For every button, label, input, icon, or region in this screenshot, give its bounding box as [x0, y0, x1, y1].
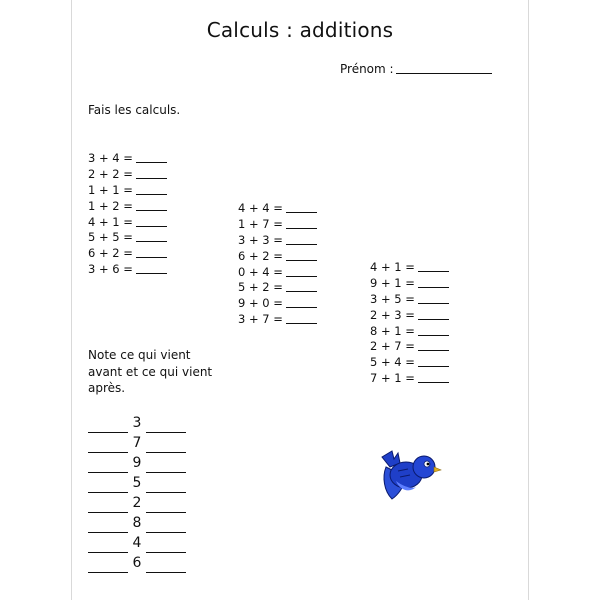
after-blank[interactable]	[146, 537, 186, 553]
calc-expression: 5 + 2 =	[238, 280, 283, 295]
answer-blank[interactable]	[286, 201, 317, 213]
calc-expression: 4 + 1 =	[88, 214, 133, 229]
answer-blank[interactable]	[286, 312, 317, 324]
sequence-row	[88, 433, 186, 453]
answer-blank[interactable]	[418, 276, 449, 288]
calc-expression: 1 + 7 =	[238, 216, 283, 231]
calc-expression: 7 + 1 =	[370, 371, 415, 386]
sequence-number: 8	[132, 515, 142, 531]
calc-row	[238, 265, 317, 281]
answer-blank[interactable]	[418, 260, 449, 272]
before-blank[interactable]	[88, 457, 128, 473]
calc-expression: 3 + 6 =	[88, 262, 133, 277]
answer-blank[interactable]	[136, 167, 167, 179]
calc-column-1	[88, 151, 167, 278]
after-blank[interactable]	[146, 517, 186, 533]
calc-row	[88, 199, 167, 215]
calc-row	[88, 246, 167, 262]
sequence-row	[88, 493, 186, 513]
before-blank[interactable]	[88, 497, 128, 513]
calc-row	[238, 217, 317, 233]
sequence-number: 3	[132, 415, 142, 431]
answer-blank[interactable]	[286, 265, 317, 277]
before-blank[interactable]	[88, 437, 128, 453]
sequence-row	[88, 453, 186, 473]
calc-row	[370, 339, 449, 355]
answer-blank[interactable]	[418, 355, 449, 367]
answer-blank[interactable]	[418, 324, 449, 336]
instruction-text: Fais les calculs.	[88, 103, 181, 117]
calc-row	[238, 201, 317, 217]
calc-expression: 9 + 1 =	[370, 275, 415, 290]
page-title: Calculs : additions	[206, 18, 394, 42]
sequence-number: 7	[132, 435, 142, 451]
sequence-row	[88, 513, 186, 533]
calc-row	[370, 276, 449, 292]
calc-row	[370, 260, 449, 276]
worksheet-page	[71, 0, 529, 600]
calc-expression: 3 + 3 =	[238, 232, 283, 247]
sequence-number: 6	[132, 555, 142, 571]
calc-column-3	[370, 260, 449, 387]
calc-expression: 4 + 1 =	[370, 260, 415, 274]
after-blank[interactable]	[146, 557, 186, 573]
calc-row	[238, 296, 317, 312]
calc-row	[238, 233, 317, 249]
calc-row	[238, 280, 317, 296]
calc-row	[88, 230, 167, 246]
before-blank[interactable]	[88, 537, 128, 553]
calc-row	[88, 167, 167, 183]
after-blank[interactable]	[146, 437, 186, 453]
sequence-number: 2	[132, 495, 142, 511]
bird-head	[413, 456, 435, 478]
answer-blank[interactable]	[418, 371, 449, 383]
answer-blank[interactable]	[286, 217, 317, 229]
bird-pupil	[427, 463, 430, 466]
answer-blank[interactable]	[136, 262, 167, 274]
calc-expression: 3 + 4 =	[88, 151, 133, 165]
name-label: Prénom :	[340, 62, 394, 76]
answer-blank[interactable]	[286, 280, 317, 292]
calc-expression: 2 + 7 =	[370, 339, 415, 354]
before-blank[interactable]	[88, 557, 128, 573]
calc-row	[88, 183, 167, 199]
calc-expression: 1 + 2 =	[88, 198, 133, 213]
calc-row	[88, 215, 167, 231]
answer-blank[interactable]	[136, 199, 167, 211]
sequence-row	[88, 413, 186, 433]
calc-expression: 3 + 5 =	[370, 291, 415, 306]
calc-expression: 3 + 7 =	[238, 312, 283, 327]
calc-row	[238, 312, 317, 328]
sequence-number: 5	[132, 475, 142, 491]
bird-beak	[434, 467, 441, 472]
answer-blank[interactable]	[136, 183, 167, 195]
calc-expression: 1 + 1 =	[88, 182, 133, 197]
bird-icon	[378, 447, 444, 503]
answer-blank[interactable]	[136, 215, 167, 227]
answer-blank[interactable]	[136, 246, 167, 258]
answer-blank[interactable]	[136, 230, 167, 242]
calc-expression: 8 + 1 =	[370, 323, 415, 338]
calc-expression: 2 + 3 =	[370, 307, 415, 322]
answer-blank[interactable]	[286, 249, 317, 261]
sequence-row	[88, 473, 186, 493]
calc-row	[238, 249, 317, 265]
calc-expression: 6 + 2 =	[238, 248, 283, 263]
answer-blank[interactable]	[286, 233, 317, 245]
before-blank[interactable]	[88, 417, 128, 433]
calc-row	[370, 292, 449, 308]
calc-expression: 0 + 4 =	[238, 264, 283, 279]
after-blank[interactable]	[146, 457, 186, 473]
calc-expression: 2 + 2 =	[88, 166, 133, 181]
calc-expression: 4 + 4 =	[238, 201, 283, 215]
calc-expression: 5 + 4 =	[370, 355, 415, 370]
answer-blank[interactable]	[418, 292, 449, 304]
after-blank[interactable]	[146, 417, 186, 433]
calc-row	[88, 262, 167, 278]
calc-row	[370, 371, 449, 387]
calc-expression: 9 + 0 =	[238, 296, 283, 311]
before-blank[interactable]	[88, 477, 128, 493]
calc-expression: 6 + 2 =	[88, 246, 133, 261]
answer-blank[interactable]	[136, 151, 167, 163]
calc-row	[370, 308, 449, 324]
name-blank[interactable]	[396, 61, 492, 74]
before-blank[interactable]	[88, 517, 128, 533]
answer-blank[interactable]	[418, 308, 449, 320]
sequence-row	[88, 553, 186, 573]
sequence-number: 4	[132, 535, 142, 551]
calc-row	[88, 151, 167, 167]
calc-row	[370, 355, 449, 371]
after-blank[interactable]	[146, 477, 186, 493]
name-field	[340, 61, 492, 76]
answer-blank[interactable]	[286, 296, 317, 308]
sequence-row	[88, 533, 186, 553]
sequence-number: 9	[132, 455, 142, 471]
calc-row	[370, 324, 449, 340]
calc-column-2	[238, 201, 317, 328]
calc-expression: 5 + 5 =	[88, 230, 133, 245]
answer-blank[interactable]	[418, 339, 449, 351]
number-sequence-list	[88, 413, 186, 573]
sequence-instruction: Note ce qui vient avant et ce qui vient après.	[88, 348, 213, 395]
after-blank[interactable]	[146, 497, 186, 513]
